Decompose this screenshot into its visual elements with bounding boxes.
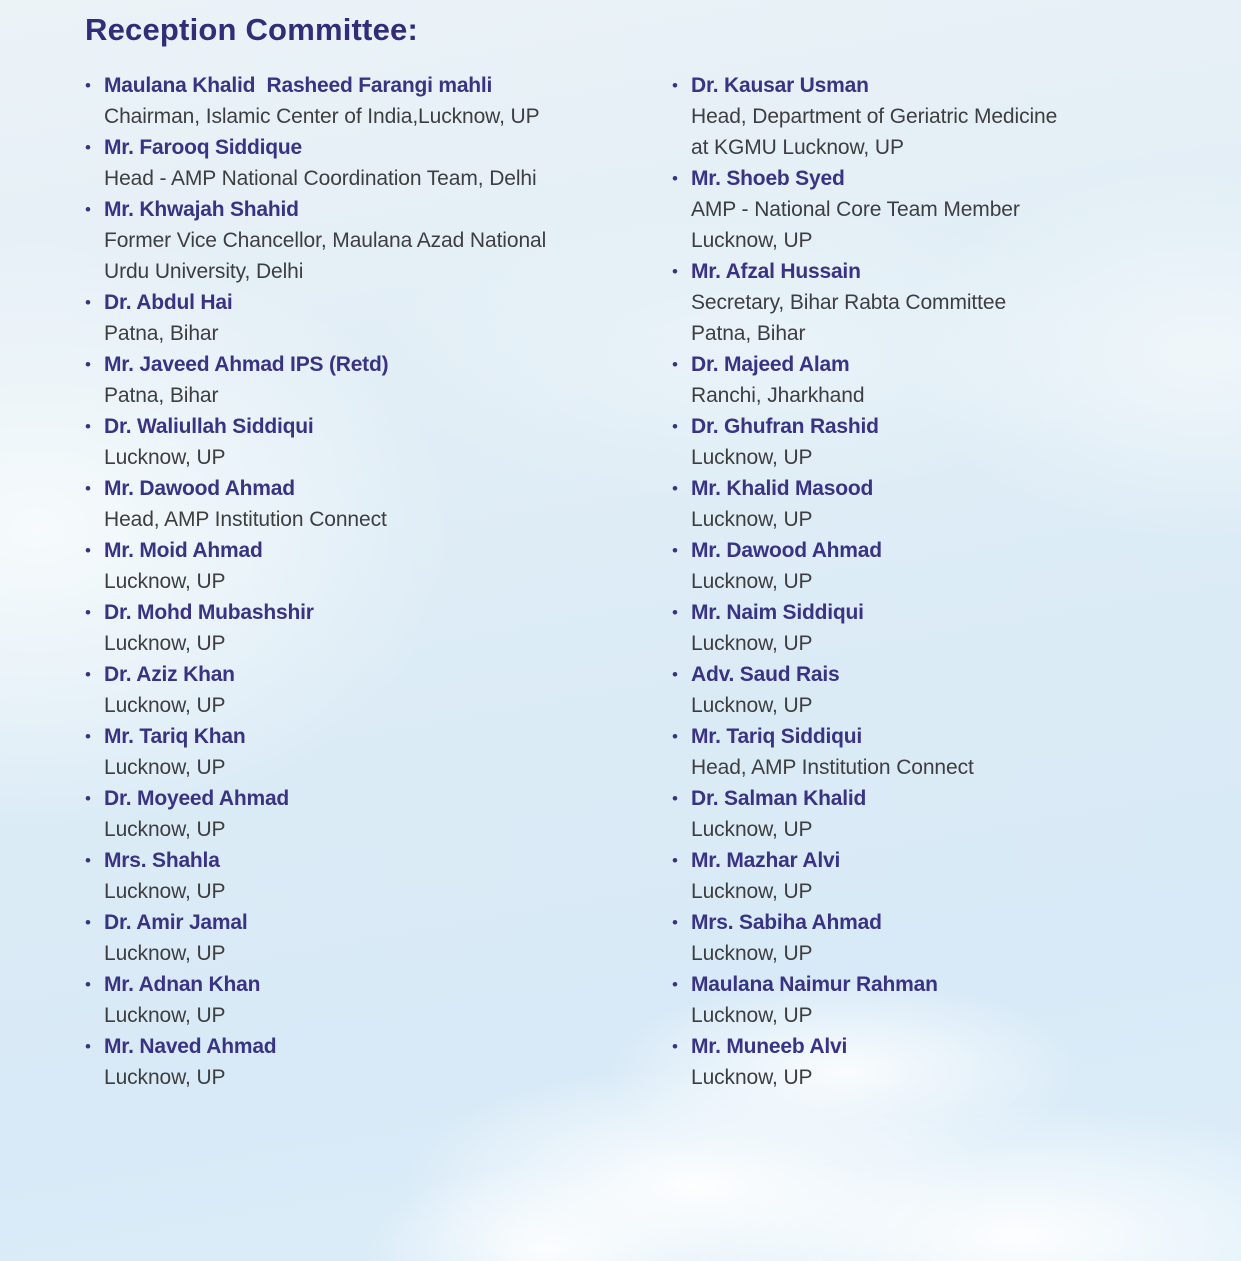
bullet-icon: • [672, 603, 678, 622]
member-item [672, 473, 1191, 535]
member-name: Mrs. Shahla [104, 849, 220, 872]
member-item [85, 132, 672, 194]
member-text [104, 783, 672, 845]
member-item [672, 349, 1191, 411]
member-name: Dr. Aziz Khan [104, 663, 235, 686]
member-detail-line: Lucknow, UP [691, 694, 813, 717]
member-text [104, 659, 672, 721]
member-detail-line: Lucknow, UP [691, 508, 813, 531]
member-item [672, 1031, 1191, 1093]
member-text [691, 721, 1191, 783]
member-name: Adv. Saud Rais [691, 663, 840, 686]
member-detail-line: Secretary, Bihar Rabta Committee [691, 291, 1007, 314]
member-text [104, 349, 672, 411]
member-item [672, 783, 1191, 845]
member-item [85, 70, 672, 132]
member-text [691, 349, 1191, 411]
member-name: Dr. Moyeed Ahmad [104, 787, 290, 810]
member-detail-line: Head, AMP Institution Connect [104, 508, 387, 531]
member-text [691, 907, 1191, 969]
member-item [85, 783, 672, 845]
member-name: Mr. Javeed Ahmad IPS (Retd) [104, 353, 389, 376]
member-item [672, 256, 1191, 349]
member-name: Mr. Adnan Khan [104, 973, 261, 996]
member-text [691, 1031, 1191, 1093]
committee-column-left [85, 70, 672, 1093]
member-item [672, 969, 1191, 1031]
bullet-icon: • [672, 541, 678, 560]
bullet-icon: • [85, 975, 91, 994]
member-detail-line: Lucknow, UP [104, 1066, 226, 1089]
member-item [85, 535, 672, 597]
member-item [672, 597, 1191, 659]
member-text [691, 969, 1191, 1031]
bullet-icon: • [85, 541, 91, 560]
member-detail-line: at KGMU Lucknow, UP [691, 136, 904, 159]
member-detail-line: Former Vice Chancellor, Maulana Azad National [104, 229, 547, 252]
member-text [691, 256, 1191, 349]
member-detail-line: Lucknow, UP [104, 570, 226, 593]
member-text [691, 70, 1191, 163]
member-item [85, 721, 672, 783]
member-item [85, 597, 672, 659]
member-name: Mr. Naved Ahmad [104, 1035, 277, 1058]
committee-column-right [672, 70, 1191, 1093]
member-name: Mrs. Sabiha Ahmad [691, 911, 882, 934]
member-detail-line: Lucknow, UP [104, 446, 226, 469]
member-item [672, 721, 1191, 783]
member-item [85, 473, 672, 535]
member-text [104, 287, 672, 349]
bullet-icon: • [672, 76, 678, 95]
member-item [672, 907, 1191, 969]
member-detail-line: Lucknow, UP [104, 1004, 226, 1027]
member-detail-line: Lucknow, UP [691, 942, 813, 965]
member-item [672, 411, 1191, 473]
member-text [691, 411, 1191, 473]
member-text [691, 163, 1191, 256]
bullet-icon: • [672, 665, 678, 684]
bullet-icon: • [672, 417, 678, 436]
member-detail-line: Lucknow, UP [104, 818, 226, 841]
bullet-icon: • [672, 851, 678, 870]
member-name: Mr. Moid Ahmad [104, 539, 263, 562]
member-text [104, 907, 672, 969]
member-name: Mr. Tariq Khan [104, 725, 246, 748]
member-text [104, 1031, 672, 1093]
bullet-icon: • [672, 479, 678, 498]
member-detail-line: Lucknow, UP [691, 632, 813, 655]
member-item [672, 163, 1191, 256]
member-name: Dr. Majeed Alam [691, 353, 850, 376]
member-item [85, 969, 672, 1031]
member-item [85, 845, 672, 907]
member-text [691, 535, 1191, 597]
member-detail-line: Head, AMP Institution Connect [691, 756, 974, 779]
member-name: Mr. Shoeb Syed [691, 167, 845, 190]
bullet-icon: • [672, 727, 678, 746]
member-name: Dr. Waliullah Siddiqui [104, 415, 314, 438]
member-name: Mr. Khwajah Shahid [104, 198, 299, 221]
member-detail-line: Lucknow, UP [104, 632, 226, 655]
bullet-icon: • [85, 200, 91, 219]
member-detail-line: Lucknow, UP [691, 446, 813, 469]
member-item [672, 70, 1191, 163]
member-detail-line: Lucknow, UP [104, 880, 226, 903]
member-detail-line: Patna, Bihar [104, 384, 219, 407]
bullet-icon: • [672, 1037, 678, 1056]
member-text [691, 659, 1191, 721]
member-text [104, 132, 672, 194]
bullet-icon: • [85, 727, 91, 746]
committee-columns [85, 70, 1191, 1093]
member-name: Dr. Mohd Mubashshir [104, 601, 314, 624]
member-item [85, 1031, 672, 1093]
member-detail-line: Lucknow, UP [691, 818, 813, 841]
bullet-icon: • [85, 138, 91, 157]
member-detail-line: Lucknow, UP [691, 880, 813, 903]
member-detail-line: Patna, Bihar [691, 322, 806, 345]
bullet-icon: • [672, 262, 678, 281]
bullet-icon: • [672, 913, 678, 932]
member-text [104, 535, 672, 597]
member-text [104, 411, 672, 473]
member-name: Mr. Khalid Masood [691, 477, 874, 500]
bullet-icon: • [85, 293, 91, 312]
member-text [104, 845, 672, 907]
member-detail-line: Lucknow, UP [691, 1004, 813, 1027]
member-name: Maulana Naimur Rahman [691, 973, 938, 996]
member-text [104, 969, 672, 1031]
member-name: Mr. Tariq Siddiqui [691, 725, 863, 748]
member-item [672, 845, 1191, 907]
member-detail-line: Urdu University, Delhi [104, 260, 304, 283]
bullet-icon: • [85, 913, 91, 932]
member-item [85, 194, 672, 287]
member-detail-line: Head, Department of Geriatric Medicine [691, 105, 1058, 128]
bullet-icon: • [85, 851, 91, 870]
member-name: Mr. Dawood Ahmad [104, 477, 295, 500]
member-detail-line: Chairman, Islamic Center of India,Lucknow, UP [104, 105, 540, 128]
page-title: Reception Committee: [85, 12, 418, 47]
member-item [85, 907, 672, 969]
member-text [104, 70, 672, 132]
member-detail-line: Patna, Bihar [104, 322, 219, 345]
member-text [104, 473, 672, 535]
member-detail-line: Lucknow, UP [691, 570, 813, 593]
member-name: Mr. Farooq Siddique [104, 136, 303, 159]
bullet-icon: • [85, 1037, 91, 1056]
member-detail-line: Lucknow, UP [104, 756, 226, 779]
bullet-icon: • [672, 355, 678, 374]
member-text [691, 783, 1191, 845]
bullet-icon: • [85, 417, 91, 436]
member-text [104, 597, 672, 659]
member-item [85, 411, 672, 473]
member-detail-line: Head - AMP National Coordination Team, Delhi [104, 167, 537, 190]
bullet-icon: • [672, 975, 678, 994]
member-name: Mr. Mazhar Alvi [691, 849, 841, 872]
member-item [85, 659, 672, 721]
member-item [672, 659, 1191, 721]
member-detail-line: Lucknow, UP [104, 694, 226, 717]
member-detail-line: AMP - National Core Team Member [691, 198, 1020, 221]
member-name: Mr. Afzal Hussain [691, 260, 861, 283]
member-detail-line: Ranchi, Jharkhand [691, 384, 865, 407]
member-detail-line: Lucknow, UP [691, 1066, 813, 1089]
member-item [85, 349, 672, 411]
member-name: Dr. Salman Khalid [691, 787, 867, 810]
bullet-icon: • [672, 789, 678, 808]
member-name: Dr. Amir Jamal [104, 911, 248, 934]
member-item [672, 535, 1191, 597]
bullet-icon: • [85, 665, 91, 684]
member-text [104, 194, 672, 287]
bullet-icon: • [672, 169, 678, 188]
member-text [691, 473, 1191, 535]
member-text [104, 721, 672, 783]
member-name: Maulana Khalid Rasheed Farangi mahli [104, 74, 493, 97]
bullet-icon: • [85, 789, 91, 808]
member-name: Mr. Naim Siddiqui [691, 601, 864, 624]
member-name: Dr. Abdul Hai [104, 291, 233, 314]
member-text [691, 597, 1191, 659]
bullet-icon: • [85, 603, 91, 622]
member-item [85, 287, 672, 349]
bullet-icon: • [85, 355, 91, 374]
member-name: Mr. Muneeb Alvi [691, 1035, 848, 1058]
bullet-icon: • [85, 76, 91, 95]
bullet-icon: • [85, 479, 91, 498]
member-detail-line: Lucknow, UP [691, 229, 813, 252]
member-name: Dr. Kausar Usman [691, 74, 869, 97]
member-name: Dr. Ghufran Rashid [691, 415, 879, 438]
member-detail-line: Lucknow, UP [104, 942, 226, 965]
member-text [691, 845, 1191, 907]
member-name: Mr. Dawood Ahmad [691, 539, 882, 562]
